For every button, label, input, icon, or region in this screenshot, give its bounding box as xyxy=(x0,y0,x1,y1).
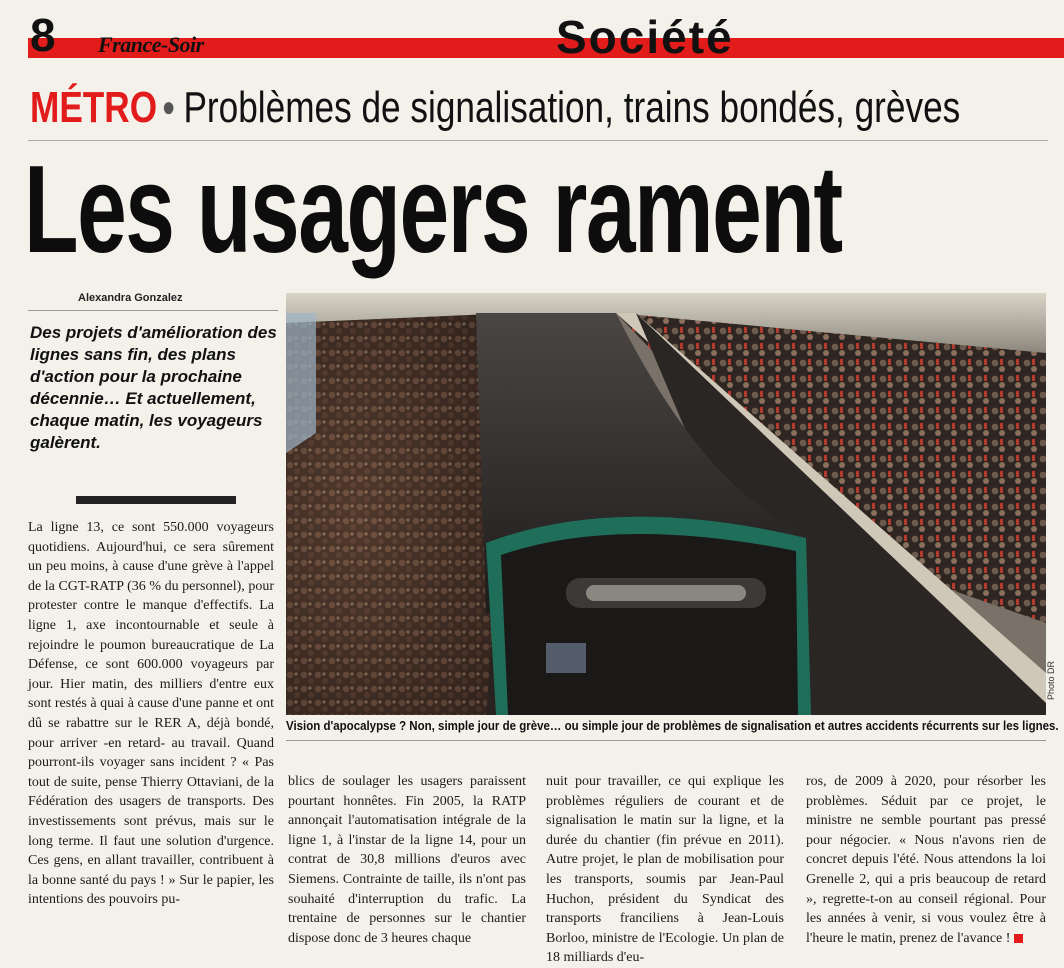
photo-illustration xyxy=(286,293,1046,715)
kicker-bullet-icon: ● xyxy=(161,91,176,122)
photo-credit: Photo DR xyxy=(1046,660,1056,700)
article-paragraph: nuit pour travailler, ce qui explique les problèmes réguliers de courant et de signalisation le matin sur la ligne, et la durée du chantier (fin prévue en 2011). Autre projet, le plan de mobilisation pour les transports, soumis par Jean-Paul Huchon, président du Syndicat des transports franciliens à Jean-Louis Borloo, ministre de l'Ecologie. Un plan de 18 milliards d'eu- xyxy=(546,774,784,966)
newspaper-name: France-Soir xyxy=(98,32,204,57)
article-paragraph: blics de soulager les usagers paraissent pourtant honnêtes. Fin 2005, la RATP annonçait l'automatisation intégrale de la ligne 1, à l'instar de la ligne 14, pour un contrat de 30,8 millions d'euros avec Siemens. Contrainte de taille, ils n'ont pas souhaité d'interruption du trafic. La trentaine de personnes sur le chantier dispose donc de 3 heures chaque xyxy=(288,774,526,946)
article-paragraph xyxy=(806,772,1046,948)
article-text: ros, de 2009 à 2020, pour résorber les problèmes. Séduit par ce projet, le ministre ne semble pourtant pas pressé pour négocier. « Nous n'avons rien de concret depuis l'été. Nous attendons la loi Grenelle 2, qui a pris beaucoup de retard », regrette-t-on au conseil régional. Pour les années à venir, si vous voulez être à l'heure le matin, prenez de l'avance ! xyxy=(806,774,1046,946)
byline: Alexandra Gonzalez xyxy=(78,292,183,304)
photo-caption: Vision d'apocalypse ? Non, simple jour de grève… ou simple jour de problèmes de signalisation et autres accidents récurrents sur les lignes. xyxy=(286,719,1059,733)
article-column-3 xyxy=(546,772,784,968)
kicker xyxy=(30,83,961,132)
standfirst: Des projets d'amélioration des lignes sans fin, des plans d'action pour la prochaine décennie… Et actuellement, chaque matin, les voyageurs galèrent. xyxy=(30,323,277,452)
end-of-article-mark xyxy=(1014,934,1023,943)
kicker-text: Problèmes de signalisation, trains bondés, grèves xyxy=(183,83,961,132)
article-column-4 xyxy=(806,772,1046,948)
article-column-1 xyxy=(28,518,274,910)
kicker-tag: MÉTRO xyxy=(30,83,158,132)
byline-divider xyxy=(28,310,278,311)
page-number: 8 xyxy=(30,9,56,61)
headline: Les usagers rament xyxy=(24,141,842,279)
station-wall-poster xyxy=(286,313,316,453)
metro-crowd-photo xyxy=(286,293,1046,715)
standfirst-rule xyxy=(76,496,236,504)
article-paragraph: La ligne 13, ce sont 550.000 voyageurs quotidiens. Aujourd'hui, ce sera sûrement un peu moins, à cause d'une grève à l'appel de la CGT-RATP (36 % du personnel), pour protester contre le manque d'effectifs. La ligne 1, axe incontournable et seule à rejoindre le poumon bureaucratique de La Défense, ce sont 600.000 voyageurs par jour. Hier matin, des milliers d'entre eux sont restés à quai à cause d'une panne et ont dû se rabattre sur le RER A, déjà bondé, pour arriver -en retard- au travail. Quand pourront-ils voyager sans incident ? « Pas tout de suite, pense Thierry Ottaviani, de la Fédération des usagers de transports. Des investissements sont prévus, mais sur le long terme. Il faut une solution d'urgence. Ces gens, en allant travailler, contribuent à la bonne santé du pays ! » Sur le papier, les intentions des pouvoirs pu- xyxy=(28,520,274,908)
section-title: Société xyxy=(556,11,734,63)
article-column-2 xyxy=(288,772,526,948)
caption-divider xyxy=(286,740,1046,741)
